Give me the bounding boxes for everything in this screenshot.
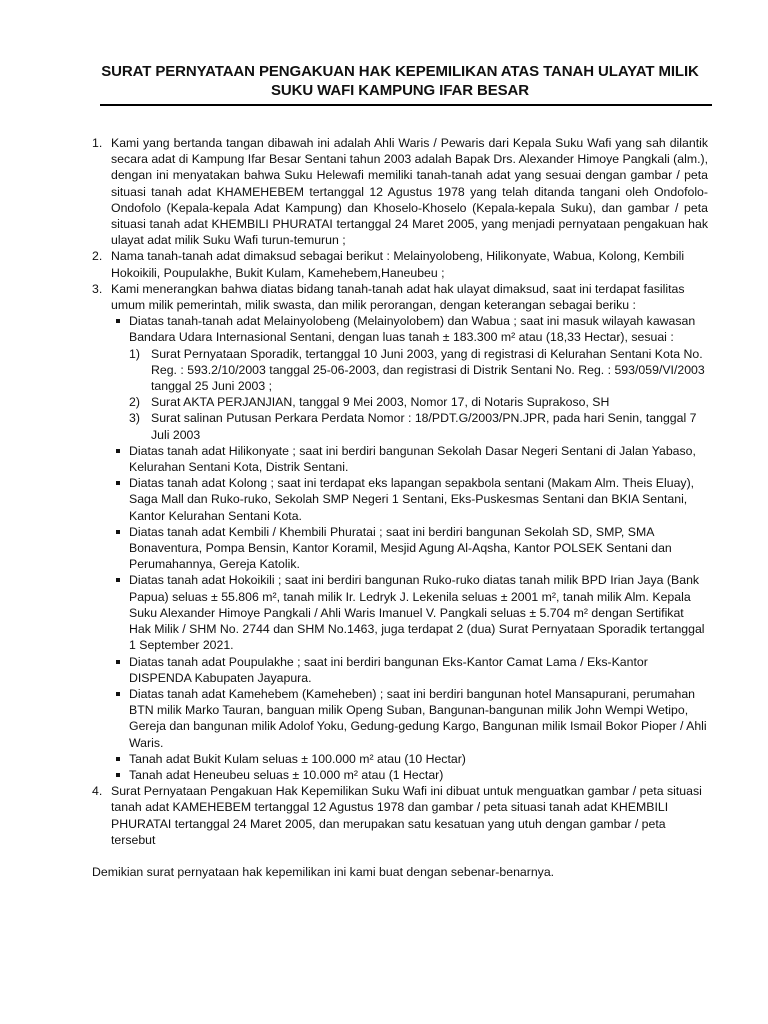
item-number: 3.	[92, 281, 103, 296]
bullet-item	[111, 443, 708, 475]
bullet-item	[111, 767, 708, 783]
numbered-list	[92, 135, 708, 848]
bullet-item	[111, 475, 708, 524]
bullet-icon	[116, 530, 120, 534]
bullet-text: Diatas tanah adat Kembili / Khembili Phuratai ; saat ini berdiri bangunan Sekolah SD, SMP, SMA Bonaventura, Pompa Bensin, Kantor Koramil, Mesjid Agung Al-Aqsha, Kantor POLSEK Sentani dan Perumahannya, Gereja Katolik.	[129, 524, 672, 572]
bullet-icon	[116, 578, 120, 582]
list-item-4	[92, 783, 708, 848]
bullet-item	[111, 524, 708, 573]
title-line-1: SURAT PERNYATAAN PENGAKUAN HAK KEPEMILIKAN ATAS TANAH ULAYAT MILIK	[101, 63, 699, 80]
document-title	[92, 62, 708, 100]
sub-text: Surat Pernyataan Sporadik, tertanggal 10 Juni 2003, yang di registrasi di Kelurahan Sentani Kota No. Reg. : 593.2/10/2003 tanggal 25-06-2003, dan registrasi di Distrik Sentani No. Reg. : 593/059/VI/2003 tanggal 25 Juni 2003 ;	[151, 346, 705, 394]
bullet-text: Diatas tanah adat Hilikonyate ; saat ini berdiri bangunan Sekolah Dasar Negeri Sentani di Jalan Yabaso, Kelurahan Sentani Kota, Distrik Sentani.	[129, 443, 696, 475]
bullet-icon	[116, 319, 120, 323]
bullet-icon	[116, 773, 120, 777]
bullet-item	[111, 313, 708, 443]
item-number: 2.	[92, 249, 103, 264]
bullet-item	[111, 654, 708, 686]
bullet-icon	[116, 660, 120, 664]
sub-number: 1)	[129, 346, 140, 361]
bullet-icon	[116, 449, 120, 453]
bullet-text: Diatas tanah-tanah adat Melainyolobeng (Melainyolobem) dan Wabua ; saat ini masuk wilayah kawasan Bandara Udara Internasional Sentani, dengan luas tanah ± 183.300 m² atau (18,33 Hectar), sesuai :	[129, 314, 696, 345]
item-text: Surat Pernyataan Pengakuan Hak Kepemilikan Suku Wafi ini dibuat untuk menguatkan gambar / peta situasi tanah adat KAMEHEBEM tertanggal 12 Agustus 1978 dan gambar / peta situasi tanah adat KHEMBILI PHURATAI tertanggal 24 Maret 2005, dan merupakan satu kesatuan yang utuh dengan gambar / peta tersebut	[111, 784, 702, 847]
item-number: 1.	[92, 136, 103, 150]
bullet-text: Diatas tanah adat Poupulakhe ; saat ini berdiri bangunan Eks-Kantor Camat Lama / Eks-Kantor DISPENDA Kabupaten Jayapura.	[129, 654, 648, 685]
document-body	[92, 135, 708, 880]
sub-number: 3)	[129, 411, 140, 426]
sub-item	[129, 346, 708, 395]
bullet-text: Tanah adat Heneubeu seluas ± 10.000 m² atau (1 Hectar)	[129, 767, 444, 782]
bullet-icon	[116, 481, 120, 485]
bullet-text: Tanah adat Bukit Kulam seluas ± 100.000 m² atau (10 Hectar)	[129, 751, 466, 766]
bullet-text: Diatas tanah adat Hokoikili ; saat ini berdiri bangunan Ruko-ruko diatas tanah milik BPD Irian Jaya (Bank Papua) seluas ± 55.806 m², tanah milik Ir. Ledryk J. Lekenila seluas ± 2001 m², tanah milik Alm. Kepala Suku Alexander Himoye Pangkali / Ahli Waris Imanuel V. Pangkali seluas ± 5.704 m² dengan Sertifikat Hak Milik / SHM No. 2744 dan SHM No.1463, juga terdapat 2 (dua) Surat Pernyataan Sporadik tertanggal 1 September 2021.	[129, 573, 705, 653]
sub-list	[129, 346, 708, 443]
sub-number: 2)	[129, 395, 140, 410]
bullet-item	[111, 751, 708, 767]
bullet-list	[111, 313, 708, 783]
title-line-2: SUKU WAFI KAMPUNG IFAR BESAR	[270, 82, 530, 99]
sub-text: Surat salinan Putusan Perkara Perdata Nomor : 18/PDT.G/2003/PN.JPR, pada hari Senin, tanggal 7 Juli 2003	[151, 411, 697, 442]
bullet-icon	[116, 692, 120, 696]
bullet-text: Diatas tanah adat Kamehebem (Kameheben) ; saat ini berdiri bangunan hotel Mansapurani, perumahan BTN milik Marko Tauran, banguan milik Openg Suban, Bangunan-bangunan milik John Wempi Wetipo, Gereja dan bangunan milik Adolof Yoku, Gedung-gedung Kargo, Bangunan milik Ismail Bokor Pioper / Ahli Waris.	[129, 686, 707, 750]
bullet-item	[111, 572, 708, 653]
sub-item	[129, 394, 708, 410]
list-item-1	[92, 135, 708, 248]
item-text: Kami yang bertanda tangan dibawah ini adalah Ahli Waris / Pewaris dari Kepala Suku Wafi yang sah dilantik secara adat di Kampung Ifar Besar Sentani tahun 2003 adalah Bapak Drs. Alexander Himoye Pangkali (alm.), dengan ini menyatakan bahwa Suku Helewafi memiliki tanah-tanah adat yang sesuai dengan gambar / peta situasi tanah adat KHAMEHEBEM tertanggal 12 Agustus 1978 yang telah ditanda tangani oleh Ondofolo-Ondofolo (Kepala-kepala Adat Kampung) dan Khoselo-Khoselo (Kepala-kepala Suku), dan gambar / peta situasi tanah adat KHEMBILI PHURATAI tertanggal 24 Maret 2005, yang menjadi pernyataan pengakuan hak ulayat adat milik Suku Wafi turun-temurun ;	[111, 136, 708, 248]
list-item-3	[92, 281, 708, 783]
bullet-icon	[116, 757, 120, 761]
bullet-text: Diatas tanah adat Kolong ; saat ini terdapat eks lapangan sepakbola sentani (Makam Alm. Theis Eluay), Saga Mall dan Ruko-ruko, Sekolah SMP Negeri 1 Sentani, Eks-Puskesmas Sentani dan BKIA Sentani, Kantor Kelurahan Sentani Kota.	[129, 476, 695, 523]
sub-text: Surat AKTA PERJANJIAN, tanggal 9 Mei 2003, Nomor 17, di Notaris Suprakoso, SH	[151, 395, 610, 410]
title-underline	[100, 104, 712, 106]
sub-item	[129, 410, 708, 442]
closing-statement: Demikian surat pernyataan hak kepemilikan ini kami buat dengan sebenar-benarnya.	[92, 864, 555, 879]
item-number: 4.	[92, 784, 103, 799]
bullet-item	[111, 686, 708, 751]
item-text: Kami menerangkan bahwa diatas bidang tanah-tanah adat hak ulayat dimaksud, saat ini terdapat fasilitas umum milik pemerintah, milik swasta, dan milik perorangan, dengan keterangan sebagai beriku :	[111, 281, 685, 313]
item-text: Nama tanah-tanah adat dimaksud sebagai berikut : Melainyolobeng, Hilikonyate, Wabua, Kolong, Kembili Hokoikili, Poupulakhe, Bukit Kulam, Kamehebem,Haneubeu ;	[111, 249, 685, 280]
list-item-2	[92, 248, 708, 280]
